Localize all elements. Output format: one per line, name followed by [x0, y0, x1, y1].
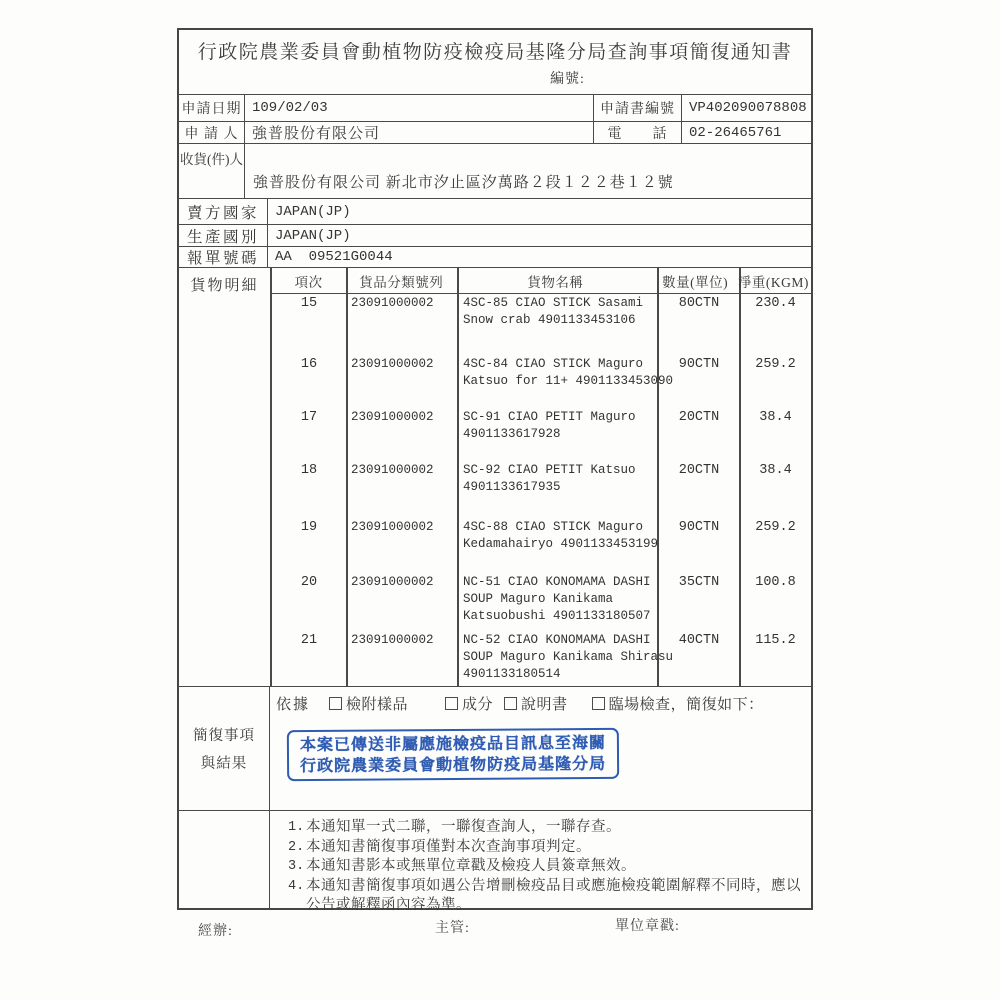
goods-weight: 38.4 — [759, 410, 792, 425]
reply-section — [179, 686, 811, 810]
application-no-label: 申請書編號 — [594, 95, 682, 121]
goods-class-code: 23091000002 — [351, 357, 434, 371]
reply-label-cell — [179, 687, 270, 810]
note-item — [271, 857, 807, 877]
goods-class-code: 23091000002 — [351, 296, 434, 310]
seller-country-value: JAPAN(JP) — [275, 203, 351, 220]
declaration-no-label: 報單號碼 — [179, 247, 268, 267]
goods-qty: 90CTN — [678, 357, 720, 372]
goods-table-header — [271, 268, 811, 294]
serial-no-label: 編號: — [550, 72, 585, 87]
phone-label: 電 話 — [594, 122, 682, 143]
goods-qty: 20CTN — [678, 463, 720, 478]
goods-rows — [271, 295, 811, 702]
note-text: 本通知書簡復事項如遇公告增刪檢疫品目或應施檢疫範圍解釋不同時，應以公告或解釋函內容為準。 — [306, 877, 801, 913]
basis-checkbox-item — [329, 693, 408, 714]
goods-col-item-no: 項次 — [294, 274, 323, 290]
goods-class-code: 23091000002 — [351, 633, 434, 647]
apply-date-value: 109/02/03 — [245, 95, 594, 121]
application-no-value: VP402090078808 — [689, 100, 807, 116]
checkbox-empty-icon — [592, 697, 605, 710]
seller-country-label: 賣方國家 — [179, 199, 268, 224]
goods-table-row — [271, 632, 811, 683]
checkbox-empty-icon — [445, 697, 458, 710]
declaration-no-value: AA 09521G0044 — [275, 249, 393, 265]
goods-name: SC-92 CIAO PETIT Katsuo 4901133617935 — [463, 463, 636, 494]
goods-name: 4SC-88 CIAO STICK Maguro Kedamahairyo 4901133453199 — [463, 520, 659, 551]
stamp-line2: 行政院農業委員會動植物防疫局基隆分局 — [300, 755, 607, 775]
goods-col-class-code: 貨品分類號列 — [359, 274, 444, 290]
consignee-value: 強普股份有限公司 新北市汐止區汐萬路２段１２２巷１２號 — [253, 175, 674, 191]
note-number: 1. — [288, 820, 305, 835]
goods-section-label: 貨物明細 — [190, 278, 259, 294]
applicant-label: 申 請 人 — [179, 122, 245, 143]
reply-label-line2: 與結果 — [200, 756, 248, 772]
goods-name: NC-51 CIAO KONOMAMA DASHI SOUP Maguro Kanikama Katsuobushi 4901133180507 — [463, 575, 651, 623]
basis-suffix: ，簡復如下： — [670, 697, 764, 713]
goods-table-row — [271, 295, 811, 329]
goods-detail-section — [179, 267, 811, 686]
goods-qty: 80CTN — [678, 296, 720, 311]
apply-date-label: 申請日期 — [179, 95, 245, 121]
goods-class-code: 23091000002 — [351, 463, 434, 477]
goods-table-row — [271, 519, 811, 553]
goods-weight: 259.2 — [755, 520, 796, 535]
goods-item-no: 16 — [300, 357, 318, 372]
goods-table-row — [271, 462, 811, 496]
goods-item-no: 17 — [300, 410, 318, 425]
checkbox-empty-icon — [504, 697, 517, 710]
goods-class-code: 23091000002 — [351, 410, 434, 424]
seller-country-row — [179, 198, 811, 224]
goods-qty: 40CTN — [678, 633, 720, 648]
document-title: 行政院農業委員會動植物防疫檢疫局基隆分局查詢事項簡復通知書 — [197, 42, 793, 63]
note-item — [271, 838, 807, 858]
goods-weight: 100.8 — [755, 575, 796, 590]
goods-class-code: 23091000002 — [351, 575, 434, 589]
goods-weight: 38.4 — [759, 463, 792, 478]
basis-checkboxes — [329, 693, 671, 714]
goods-weight: 115.2 — [755, 633, 796, 648]
goods-item-no: 15 — [300, 296, 318, 311]
note-text: 本通知書簡復事項僅對本次查詢事項判定。 — [306, 838, 591, 855]
note-text: 本通知單一式二聯，一聯復查詢人，一聯存查。 — [306, 819, 621, 835]
consignee-label: 收貨(件)人 — [179, 144, 245, 198]
checkbox-label: 說明書 — [521, 697, 568, 713]
goods-qty: 20CTN — [678, 410, 720, 425]
quarantine-notice-form — [177, 28, 813, 913]
notes-list — [271, 818, 807, 916]
goods-item-no: 20 — [300, 575, 318, 590]
applicant-value: 強普股份有限公司 — [245, 122, 594, 143]
basis-row — [276, 693, 807, 714]
official-stamp — [287, 728, 619, 781]
basis-checkbox-item — [592, 693, 671, 714]
goods-name: NC-52 CIAO KONOMAMA DASHI SOUP Maguro Kanikama Shirasu 4901133180514 — [463, 633, 674, 681]
origin-country-row — [179, 224, 811, 246]
goods-table-row — [271, 356, 811, 390]
origin-country-value: JAPAN(JP) — [275, 227, 351, 244]
reply-label-line1: 簡復事項 — [193, 728, 255, 744]
note-number: 4. — [288, 878, 305, 894]
goods-name: 4SC-84 CIAO STICK Maguro Katsuo for 11+ 4901133453090 — [463, 357, 674, 388]
note-number: 2. — [288, 839, 305, 855]
goods-qty: 35CTN — [678, 575, 720, 590]
basis-checkbox-item — [445, 693, 493, 714]
goods-name: SC-91 CIAO PETIT Maguro 4901133617928 — [463, 410, 636, 441]
reply-section-label — [179, 687, 269, 810]
goods-class-code: 23091000002 — [351, 520, 434, 534]
goods-item-no: 19 — [300, 520, 318, 535]
checkbox-label: 檢附樣品 — [346, 697, 409, 713]
notes-section — [179, 810, 811, 913]
consignee-row — [179, 143, 811, 198]
goods-col-name: 貨物名稱 — [527, 274, 584, 290]
goods-col-weight: 淨重(KGM) — [737, 274, 809, 290]
basis-checkbox-item — [504, 693, 568, 714]
stamp-line1: 本案已傳送非屬應施檢疫品目訊息至海關 — [299, 734, 606, 754]
basis-label: 依據 — [276, 697, 311, 713]
handler-label: 經辦: — [198, 924, 233, 939]
notes-left-cell — [179, 811, 270, 908]
note-item — [271, 877, 807, 916]
applicant-row — [179, 121, 811, 143]
note-text: 本通知書影本或無單位章戳及檢疫人員簽章無效。 — [306, 858, 636, 874]
goods-weight: 230.4 — [755, 296, 796, 311]
note-item — [271, 818, 807, 838]
checkbox-label: 成分 — [462, 697, 494, 713]
goods-item-no: 18 — [300, 463, 318, 478]
goods-table-row — [271, 574, 811, 625]
checkbox-label: 臨場檢查 — [608, 697, 671, 713]
supervisor-label: 主管: — [435, 921, 470, 936]
declaration-no-row — [179, 246, 811, 267]
phone-value: 02-26465761 — [689, 124, 782, 141]
checkbox-empty-icon — [329, 697, 342, 710]
goods-table-row — [271, 409, 811, 443]
goods-item-no: 21 — [300, 633, 318, 648]
unit-seal-label: 單位章戳: — [615, 919, 680, 934]
goods-weight: 259.2 — [755, 357, 796, 372]
goods-col-qty: 數量(單位) — [662, 274, 729, 290]
origin-country-label: 生產國別 — [179, 225, 268, 246]
goods-qty: 90CTN — [678, 520, 720, 535]
title-box — [179, 30, 811, 94]
apply-date-row — [179, 94, 811, 121]
goods-name: 4SC-85 CIAO STICK Sasami Snow crab 4901133453106 — [463, 296, 644, 327]
note-number: 3. — [288, 859, 305, 874]
